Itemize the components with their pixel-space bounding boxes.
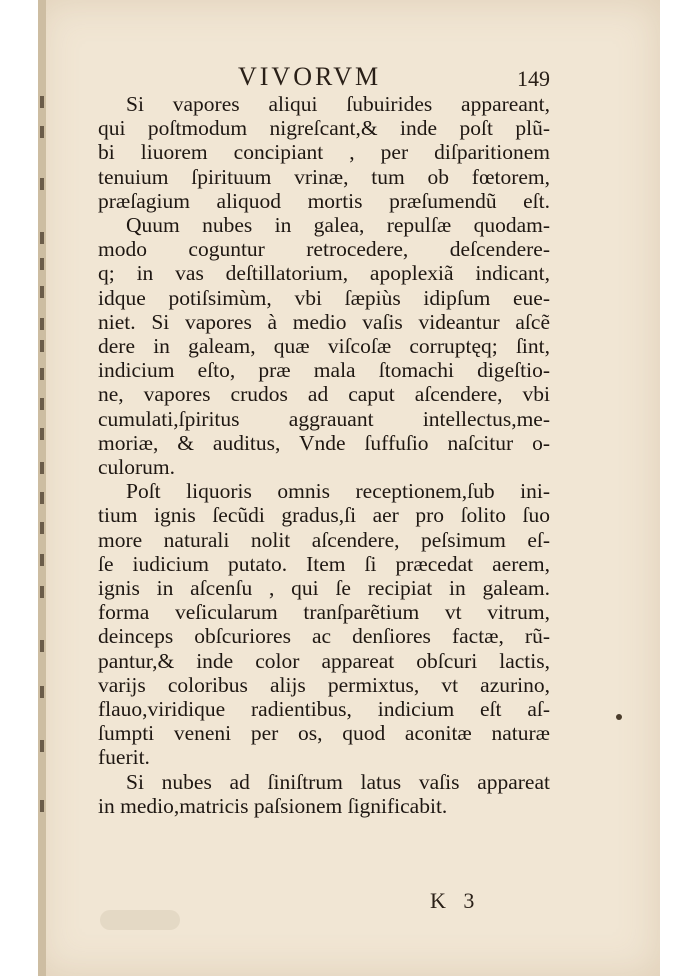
text-line: cumulati,ſpiritus aggrauant intellectus,me-	[98, 406, 550, 431]
text-line: q; in vas deſtillatorium, apoplexiã indicant,	[98, 261, 550, 286]
binding-mark	[40, 492, 44, 504]
binding-mark	[40, 318, 44, 330]
text-line: indicium eſto, præ mala ſtomachi digeſtio-	[98, 358, 550, 383]
text-line: Si nubes ad ſiniſtrum latus vaſis appareat	[126, 769, 550, 794]
text-line: Poſt liquoris omnis receptionem,ſub ini-	[126, 479, 550, 504]
paper-stain	[100, 910, 180, 930]
text-line: moriæ, & auditus, Vnde ſuffuſio naſcitur o-	[98, 430, 550, 455]
binding-mark	[40, 232, 44, 244]
page-header	[190, 58, 550, 94]
signature-mark: K 3	[430, 888, 481, 913]
binding-gutter	[38, 0, 46, 976]
binding-mark	[40, 586, 44, 598]
page-number: 149	[517, 66, 550, 91]
text-line: ignis in aſcenſu , qui ſe recipiat in galeam.	[98, 576, 550, 601]
binding-mark	[40, 126, 44, 138]
binding-mark	[40, 740, 44, 752]
binding-mark	[40, 178, 44, 190]
text-line: tium ignis ſecũdi gradus,ſi aer pro ſolito ſuo	[98, 503, 550, 528]
body-text	[98, 92, 550, 818]
binding-mark	[40, 340, 44, 352]
binding-mark	[40, 554, 44, 566]
paragraph	[98, 92, 550, 213]
text-line: qui poſtmodum nigreſcant,& inde poſt plũ-	[98, 116, 550, 141]
text-line: ſumpti veneni per os, quod aconitæ naturæ	[98, 721, 550, 746]
text-line: ſe iudicium putato. Item ſi præcedat aerem,	[98, 551, 550, 576]
text-line: in medio,matricis paſsionem ſignificabit.	[98, 793, 448, 818]
binding-mark	[40, 686, 44, 698]
running-title: VIVORVM	[238, 62, 382, 91]
text-line: idque potiſsimùm, vbi ſæpiùs idipſum eue-	[98, 285, 550, 310]
text-line: more naturali nolit aſcendere, peſsimum eſ-	[98, 527, 550, 552]
binding-mark	[40, 286, 44, 298]
text-line: bi liuorem concipiant , per diſparitionem	[98, 140, 550, 165]
binding-mark	[40, 96, 44, 108]
text-line: Quum nubes in galea, repulſæ quodam-	[126, 213, 550, 238]
binding-mark	[40, 640, 44, 652]
binding-mark	[40, 462, 44, 474]
text-line: ne, vapores crudos ad caput aſcendere, vbi	[98, 382, 550, 407]
text-line: culorum.	[98, 455, 176, 480]
paragraph	[98, 770, 550, 818]
text-line: pantur,& inde color appareat obſcuri lactis,	[98, 648, 550, 673]
text-line: flauo,viridique radientibus, indicium eſt aſ-	[98, 697, 550, 722]
binding-mark	[40, 398, 44, 410]
paragraph	[98, 479, 550, 769]
paragraph	[98, 213, 550, 479]
text-line: deinceps obſcuriores ac denſiores factæ, rũ-	[98, 624, 550, 649]
text-line: fuerit.	[98, 745, 150, 770]
text-line: varijs coloribus alijs permixtus, vt azurino,	[98, 672, 550, 697]
text-line: præſagium aliquod mortis præſumendũ eſt.	[98, 188, 550, 213]
text-line: modo coguntur retrocedere, deſcendere-	[98, 237, 550, 262]
text-line: Si vapores aliqui ſubuirides appareant,	[126, 92, 550, 116]
ink-speck	[616, 714, 622, 720]
binding-mark	[40, 258, 44, 270]
text-line: tenuium ſpirituum vrinæ, tum ob fœtorem,	[98, 164, 550, 189]
text-line: forma veſicularum tranſparẽtium vt vitrum,	[98, 600, 550, 625]
binding-mark	[40, 428, 44, 440]
binding-mark	[40, 522, 44, 534]
binding-mark	[40, 368, 44, 380]
binding-mark	[40, 800, 44, 812]
text-line: dere in galeam, quæ viſcoſæ corruptęq; ſint,	[98, 334, 550, 359]
text-line: niet. Si vapores à medio vaſis videantur aſcẽ	[98, 309, 550, 334]
